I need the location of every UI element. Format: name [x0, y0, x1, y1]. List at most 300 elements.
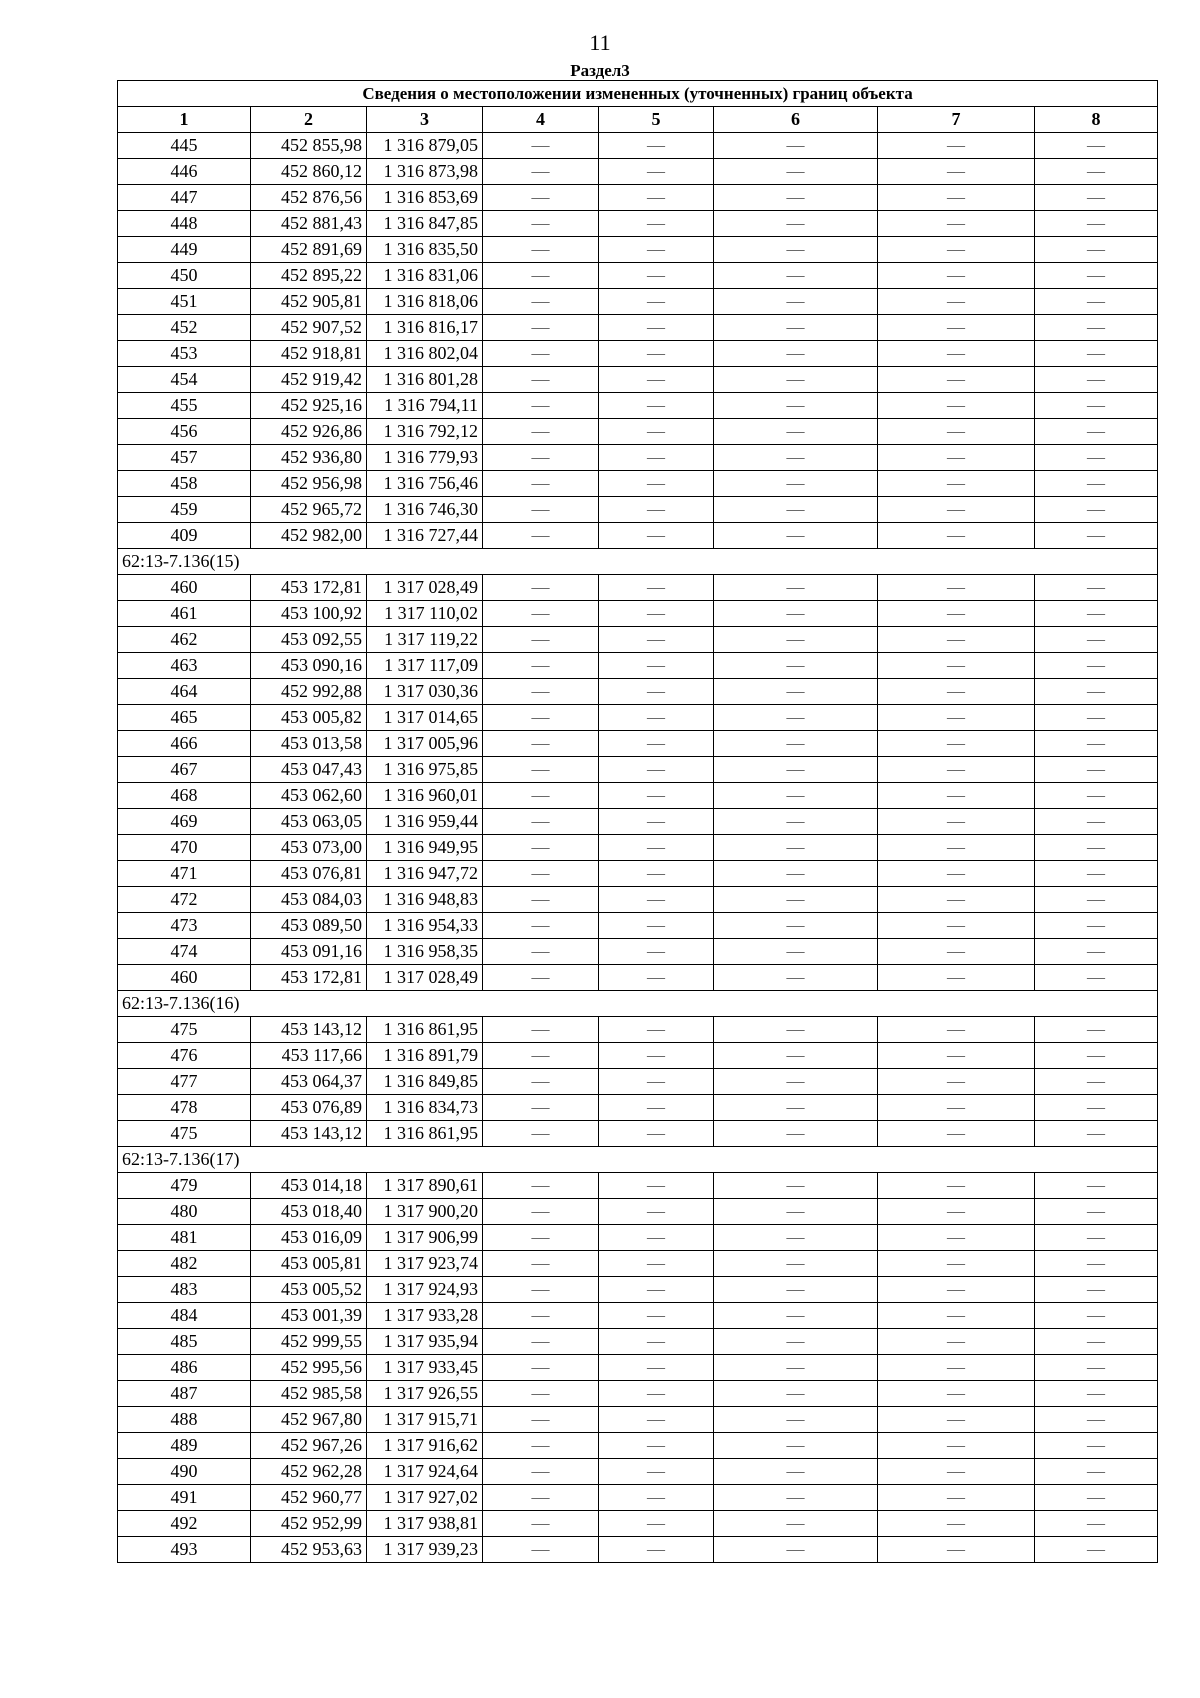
empty-value-cell: — [1035, 289, 1158, 315]
table-row [118, 315, 1158, 341]
empty-value-cell: — [878, 1121, 1035, 1147]
point-number-cell: 471 [118, 861, 251, 887]
x-coordinate-cell: 453 143,12 [251, 1121, 367, 1147]
point-number-cell: 485 [118, 1329, 251, 1355]
y-coordinate-cell: 1 316 975,85 [367, 757, 483, 783]
empty-value-cell: — [714, 1251, 878, 1277]
empty-value-cell: — [878, 731, 1035, 757]
empty-value-cell: — [878, 1329, 1035, 1355]
y-coordinate-cell: 1 317 110,02 [367, 601, 483, 627]
y-coordinate-cell: 1 317 900,20 [367, 1199, 483, 1225]
empty-value-cell: — [878, 1199, 1035, 1225]
empty-value-cell: — [714, 835, 878, 861]
empty-value-cell: — [1035, 419, 1158, 445]
empty-value-cell: — [878, 757, 1035, 783]
table-row [118, 939, 1158, 965]
y-coordinate-cell: 1 317 924,93 [367, 1277, 483, 1303]
empty-value-cell: — [1035, 809, 1158, 835]
empty-value-cell: — [599, 965, 714, 991]
empty-value-cell: — [599, 211, 714, 237]
table-row [118, 523, 1158, 549]
point-number-cell: 465 [118, 705, 251, 731]
point-number-cell: 455 [118, 393, 251, 419]
empty-value-cell: — [483, 1407, 599, 1433]
empty-value-cell: — [599, 1251, 714, 1277]
table-row [118, 783, 1158, 809]
point-number-cell: 475 [118, 1017, 251, 1043]
empty-value-cell: — [1035, 237, 1158, 263]
empty-value-cell: — [599, 1069, 714, 1095]
empty-value-cell: — [483, 341, 599, 367]
empty-value-cell: — [599, 367, 714, 393]
y-coordinate-cell: 1 317 935,94 [367, 1329, 483, 1355]
table-row [118, 211, 1158, 237]
y-coordinate-cell: 1 316 802,04 [367, 341, 483, 367]
empty-value-cell: — [1035, 1069, 1158, 1095]
x-coordinate-cell: 452 985,58 [251, 1381, 367, 1407]
empty-value-cell: — [483, 1121, 599, 1147]
table-row [118, 1485, 1158, 1511]
empty-value-cell: — [1035, 1303, 1158, 1329]
parcel-group-row [118, 1147, 1158, 1173]
empty-value-cell: — [1035, 835, 1158, 861]
x-coordinate-cell: 452 952,99 [251, 1511, 367, 1537]
empty-value-cell: — [1035, 1277, 1158, 1303]
y-coordinate-cell: 1 316 947,72 [367, 861, 483, 887]
empty-value-cell: — [878, 1277, 1035, 1303]
empty-value-cell: — [714, 1485, 878, 1511]
y-coordinate-cell: 1 316 861,95 [367, 1017, 483, 1043]
empty-value-cell: — [714, 939, 878, 965]
empty-value-cell: — [483, 1355, 599, 1381]
empty-value-cell: — [599, 939, 714, 965]
empty-value-cell: — [483, 965, 599, 991]
table-row [118, 289, 1158, 315]
empty-value-cell: — [599, 1095, 714, 1121]
point-number-cell: 477 [118, 1069, 251, 1095]
table-row [118, 341, 1158, 367]
empty-value-cell: — [599, 1485, 714, 1511]
empty-value-cell: — [714, 913, 878, 939]
y-coordinate-cell: 1 316 959,44 [367, 809, 483, 835]
empty-value-cell: — [1035, 1407, 1158, 1433]
y-coordinate-cell: 1 317 119,22 [367, 627, 483, 653]
point-number-cell: 448 [118, 211, 251, 237]
x-coordinate-cell: 453 143,12 [251, 1017, 367, 1043]
y-coordinate-cell: 1 317 939,23 [367, 1537, 483, 1563]
empty-value-cell: — [483, 237, 599, 263]
empty-value-cell: — [878, 185, 1035, 211]
empty-value-cell: — [483, 1069, 599, 1095]
x-coordinate-cell: 452 881,43 [251, 211, 367, 237]
empty-value-cell: — [878, 523, 1035, 549]
point-number-cell: 478 [118, 1095, 251, 1121]
x-coordinate-cell: 452 995,56 [251, 1355, 367, 1381]
x-coordinate-cell: 452 967,80 [251, 1407, 367, 1433]
y-coordinate-cell: 1 317 028,49 [367, 575, 483, 601]
x-coordinate-cell: 453 172,81 [251, 575, 367, 601]
empty-value-cell: — [1035, 1537, 1158, 1563]
point-number-cell: 488 [118, 1407, 251, 1433]
point-number-cell: 493 [118, 1537, 251, 1563]
x-coordinate-cell: 453 005,81 [251, 1251, 367, 1277]
empty-value-cell: — [1035, 601, 1158, 627]
empty-value-cell: — [878, 1381, 1035, 1407]
empty-value-cell: — [714, 1537, 878, 1563]
y-coordinate-cell: 1 317 028,49 [367, 965, 483, 991]
empty-value-cell: — [714, 159, 878, 185]
empty-value-cell: — [878, 627, 1035, 653]
y-coordinate-cell: 1 316 861,95 [367, 1121, 483, 1147]
parcel-group-label: 62:13-7.136(15) [118, 549, 1158, 575]
empty-value-cell: — [1035, 1251, 1158, 1277]
empty-value-cell: — [599, 471, 714, 497]
empty-value-cell: — [483, 1277, 599, 1303]
table-row [118, 601, 1158, 627]
x-coordinate-cell: 452 926,86 [251, 419, 367, 445]
x-coordinate-cell: 453 073,00 [251, 835, 367, 861]
empty-value-cell: — [714, 1173, 878, 1199]
empty-value-cell: — [878, 237, 1035, 263]
table-row [118, 1381, 1158, 1407]
y-coordinate-cell: 1 317 915,71 [367, 1407, 483, 1433]
empty-value-cell: — [714, 757, 878, 783]
table-row [118, 159, 1158, 185]
empty-value-cell: — [483, 913, 599, 939]
empty-value-cell: — [878, 1407, 1035, 1433]
y-coordinate-cell: 1 317 906,99 [367, 1225, 483, 1251]
empty-value-cell: — [1035, 1433, 1158, 1459]
x-coordinate-cell: 453 076,81 [251, 861, 367, 887]
x-coordinate-cell: 453 005,52 [251, 1277, 367, 1303]
empty-value-cell: — [483, 367, 599, 393]
y-coordinate-cell: 1 317 923,74 [367, 1251, 483, 1277]
table-row [118, 1173, 1158, 1199]
point-number-cell: 474 [118, 939, 251, 965]
x-coordinate-cell: 452 918,81 [251, 341, 367, 367]
x-coordinate-cell: 452 967,26 [251, 1433, 367, 1459]
empty-value-cell: — [1035, 1511, 1158, 1537]
empty-value-cell: — [878, 1485, 1035, 1511]
empty-value-cell: — [599, 1225, 714, 1251]
x-coordinate-cell: 453 014,18 [251, 1173, 367, 1199]
y-coordinate-cell: 1 316 873,98 [367, 159, 483, 185]
table-row [118, 185, 1158, 211]
table-row [118, 627, 1158, 653]
empty-value-cell: — [878, 1069, 1035, 1095]
empty-value-cell: — [714, 133, 878, 159]
column-header: 6 [714, 107, 878, 133]
empty-value-cell: — [599, 627, 714, 653]
empty-value-cell: — [714, 965, 878, 991]
x-coordinate-cell: 452 907,52 [251, 315, 367, 341]
point-number-cell: 480 [118, 1199, 251, 1225]
empty-value-cell: — [878, 367, 1035, 393]
empty-value-cell: — [483, 1017, 599, 1043]
point-number-cell: 449 [118, 237, 251, 263]
empty-value-cell: — [599, 497, 714, 523]
empty-value-cell: — [599, 1537, 714, 1563]
point-number-cell: 484 [118, 1303, 251, 1329]
x-coordinate-cell: 452 965,72 [251, 497, 367, 523]
table-row [118, 497, 1158, 523]
empty-value-cell: — [1035, 1121, 1158, 1147]
empty-value-cell: — [878, 1251, 1035, 1277]
table-row [118, 1017, 1158, 1043]
x-coordinate-cell: 453 005,82 [251, 705, 367, 731]
empty-value-cell: — [714, 1303, 878, 1329]
y-coordinate-cell: 1 317 014,65 [367, 705, 483, 731]
point-number-cell: 472 [118, 887, 251, 913]
y-coordinate-cell: 1 317 117,09 [367, 653, 483, 679]
empty-value-cell: — [599, 1121, 714, 1147]
table-row [118, 367, 1158, 393]
empty-value-cell: — [878, 1095, 1035, 1121]
table-row [118, 1069, 1158, 1095]
empty-value-cell: — [714, 471, 878, 497]
empty-value-cell: — [599, 263, 714, 289]
x-coordinate-cell: 453 076,89 [251, 1095, 367, 1121]
parcel-group-label: 62:13-7.136(16) [118, 991, 1158, 1017]
y-coordinate-cell: 1 316 816,17 [367, 315, 483, 341]
table-row [118, 1043, 1158, 1069]
empty-value-cell: — [599, 913, 714, 939]
empty-value-cell: — [1035, 653, 1158, 679]
table-row [118, 731, 1158, 757]
point-number-cell: 450 [118, 263, 251, 289]
empty-value-cell: — [1035, 1381, 1158, 1407]
empty-value-cell: — [599, 653, 714, 679]
empty-value-cell: — [599, 705, 714, 731]
empty-value-cell: — [878, 393, 1035, 419]
empty-value-cell: — [1035, 315, 1158, 341]
empty-value-cell: — [599, 159, 714, 185]
y-coordinate-cell: 1 317 938,81 [367, 1511, 483, 1537]
column-header: 1 [118, 107, 251, 133]
x-coordinate-cell: 452 876,56 [251, 185, 367, 211]
empty-value-cell: — [1035, 627, 1158, 653]
point-number-cell: 468 [118, 783, 251, 809]
column-header: 8 [1035, 107, 1158, 133]
empty-value-cell: — [599, 1355, 714, 1381]
empty-value-cell: — [483, 523, 599, 549]
empty-value-cell: — [483, 783, 599, 809]
empty-value-cell: — [599, 783, 714, 809]
x-coordinate-cell: 452 895,22 [251, 263, 367, 289]
point-number-cell: 409 [118, 523, 251, 549]
y-coordinate-cell: 1 316 853,69 [367, 185, 483, 211]
empty-value-cell: — [714, 497, 878, 523]
x-coordinate-cell: 452 992,88 [251, 679, 367, 705]
table-row [118, 913, 1158, 939]
empty-value-cell: — [483, 185, 599, 211]
point-number-cell: 453 [118, 341, 251, 367]
empty-value-cell: — [483, 1511, 599, 1537]
column-header: 4 [483, 107, 599, 133]
y-coordinate-cell: 1 317 926,55 [367, 1381, 483, 1407]
empty-value-cell: — [1035, 939, 1158, 965]
empty-value-cell: — [599, 575, 714, 601]
empty-value-cell: — [714, 1017, 878, 1043]
table-row [118, 1355, 1158, 1381]
empty-value-cell: — [599, 393, 714, 419]
column-header: 3 [367, 107, 483, 133]
x-coordinate-cell: 453 016,09 [251, 1225, 367, 1251]
empty-value-cell: — [1035, 159, 1158, 185]
empty-value-cell: — [483, 705, 599, 731]
parcel-group-label: 62:13-7.136(17) [118, 1147, 1158, 1173]
empty-value-cell: — [1035, 1355, 1158, 1381]
empty-value-cell: — [483, 393, 599, 419]
point-number-cell: 469 [118, 809, 251, 835]
empty-value-cell: — [1035, 1485, 1158, 1511]
empty-value-cell: — [714, 341, 878, 367]
empty-value-cell: — [599, 289, 714, 315]
table-row [118, 1251, 1158, 1277]
empty-value-cell: — [878, 211, 1035, 237]
empty-value-cell: — [483, 1459, 599, 1485]
y-coordinate-cell: 1 317 933,28 [367, 1303, 483, 1329]
empty-value-cell: — [1035, 1043, 1158, 1069]
empty-value-cell: — [714, 1199, 878, 1225]
empty-value-cell: — [878, 1459, 1035, 1485]
empty-value-cell: — [878, 159, 1035, 185]
x-coordinate-cell: 452 925,16 [251, 393, 367, 419]
empty-value-cell: — [599, 1173, 714, 1199]
empty-value-cell: — [878, 809, 1035, 835]
table-row [118, 1277, 1158, 1303]
empty-value-cell: — [1035, 1199, 1158, 1225]
empty-value-cell: — [483, 627, 599, 653]
empty-value-cell: — [878, 965, 1035, 991]
table-row [118, 263, 1158, 289]
table-row [118, 1433, 1158, 1459]
x-coordinate-cell: 453 047,43 [251, 757, 367, 783]
point-number-cell: 470 [118, 835, 251, 861]
boundary-coordinates-table [117, 80, 1158, 1563]
empty-value-cell: — [599, 1199, 714, 1225]
empty-value-cell: — [714, 627, 878, 653]
empty-value-cell: — [878, 861, 1035, 887]
x-coordinate-cell: 452 860,12 [251, 159, 367, 185]
empty-value-cell: — [714, 731, 878, 757]
y-coordinate-cell: 1 316 879,05 [367, 133, 483, 159]
x-coordinate-cell: 453 091,16 [251, 939, 367, 965]
page-number: 11 [589, 30, 611, 55]
empty-value-cell: — [714, 1433, 878, 1459]
empty-value-cell: — [599, 1381, 714, 1407]
empty-value-cell: — [714, 1121, 878, 1147]
point-number-cell: 491 [118, 1485, 251, 1511]
empty-value-cell: — [714, 601, 878, 627]
empty-value-cell: — [599, 315, 714, 341]
empty-value-cell: — [599, 1511, 714, 1537]
empty-value-cell: — [483, 575, 599, 601]
y-coordinate-cell: 1 316 746,30 [367, 497, 483, 523]
empty-value-cell: — [1035, 133, 1158, 159]
empty-value-cell: — [483, 835, 599, 861]
empty-value-cell: — [599, 445, 714, 471]
empty-value-cell: — [714, 1043, 878, 1069]
table-row [118, 1537, 1158, 1563]
table-row [118, 705, 1158, 731]
empty-value-cell: — [714, 289, 878, 315]
empty-value-cell: — [714, 367, 878, 393]
empty-value-cell: — [483, 289, 599, 315]
point-number-cell: 460 [118, 575, 251, 601]
empty-value-cell: — [878, 913, 1035, 939]
empty-value-cell: — [599, 679, 714, 705]
empty-value-cell: — [483, 1199, 599, 1225]
empty-value-cell: — [483, 419, 599, 445]
empty-value-cell: — [714, 263, 878, 289]
column-header: 7 [878, 107, 1035, 133]
y-coordinate-cell: 1 316 801,28 [367, 367, 483, 393]
x-coordinate-cell: 452 953,63 [251, 1537, 367, 1563]
y-coordinate-cell: 1 316 818,06 [367, 289, 483, 315]
empty-value-cell: — [714, 653, 878, 679]
point-number-cell: 466 [118, 731, 251, 757]
x-coordinate-cell: 452 905,81 [251, 289, 367, 315]
empty-value-cell: — [483, 601, 599, 627]
empty-value-cell: — [1035, 367, 1158, 393]
y-coordinate-cell: 1 316 949,95 [367, 835, 483, 861]
point-number-cell: 464 [118, 679, 251, 705]
x-coordinate-cell: 452 960,77 [251, 1485, 367, 1511]
parcel-group-row [118, 991, 1158, 1017]
point-number-cell: 475 [118, 1121, 251, 1147]
table-row [118, 679, 1158, 705]
empty-value-cell: — [483, 133, 599, 159]
table-row [118, 965, 1158, 991]
point-number-cell: 481 [118, 1225, 251, 1251]
y-coordinate-cell: 1 316 794,11 [367, 393, 483, 419]
table-row [118, 1407, 1158, 1433]
table-row [118, 1329, 1158, 1355]
empty-value-cell: — [483, 1303, 599, 1329]
empty-value-cell: — [483, 757, 599, 783]
table-body [118, 133, 1158, 1563]
empty-value-cell: — [1035, 1095, 1158, 1121]
empty-value-cell: — [714, 1277, 878, 1303]
empty-value-cell: — [1035, 731, 1158, 757]
empty-value-cell: — [599, 1433, 714, 1459]
empty-value-cell: — [878, 497, 1035, 523]
empty-value-cell: — [878, 289, 1035, 315]
empty-value-cell: — [878, 835, 1035, 861]
empty-value-cell: — [1035, 679, 1158, 705]
empty-value-cell: — [483, 1225, 599, 1251]
empty-value-cell: — [1035, 341, 1158, 367]
empty-value-cell: — [714, 393, 878, 419]
empty-value-cell: — [483, 315, 599, 341]
empty-value-cell: — [483, 471, 599, 497]
point-number-cell: 476 [118, 1043, 251, 1069]
point-number-cell: 487 [118, 1381, 251, 1407]
empty-value-cell: — [599, 523, 714, 549]
empty-value-cell: — [1035, 263, 1158, 289]
empty-value-cell: — [1035, 445, 1158, 471]
y-coordinate-cell: 1 316 756,46 [367, 471, 483, 497]
empty-value-cell: — [483, 1095, 599, 1121]
empty-value-cell: — [483, 809, 599, 835]
y-coordinate-cell: 1 316 779,93 [367, 445, 483, 471]
empty-value-cell: — [714, 1355, 878, 1381]
empty-value-cell: — [1035, 965, 1158, 991]
y-coordinate-cell: 1 316 847,85 [367, 211, 483, 237]
empty-value-cell: — [878, 315, 1035, 341]
empty-value-cell: — [714, 809, 878, 835]
